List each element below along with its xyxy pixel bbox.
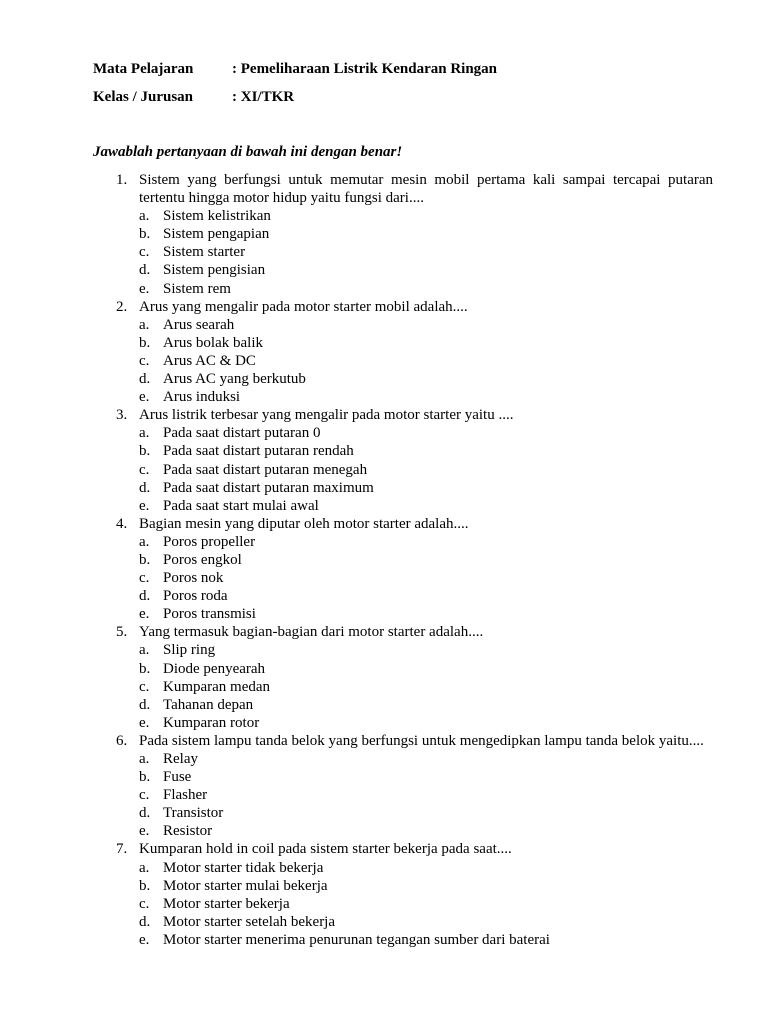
option-letter: b. (139, 769, 151, 786)
question-number: 4. (116, 515, 128, 532)
option-item (0, 461, 768, 479)
option-letter: c. (139, 895, 150, 912)
question-item (0, 298, 768, 407)
option-item (0, 551, 768, 569)
question-item (0, 171, 768, 298)
option-letter: a. (139, 208, 150, 225)
class-label: Kelas / Jurusan (93, 89, 194, 105)
option-text: Pada saat distart putaran menegah (163, 461, 368, 478)
option-item (0, 931, 768, 949)
class-row (93, 89, 294, 106)
option-text: Sistem pengisian (163, 262, 266, 279)
option-text: Relay (163, 751, 198, 767)
option-item (0, 533, 768, 551)
option-letter: d. (139, 588, 151, 605)
question-number: 5. (116, 624, 128, 641)
option-text: Fuse (163, 769, 192, 786)
option-letter: a. (139, 751, 150, 767)
option-text: Diode penyearah (163, 660, 266, 677)
option-item (0, 750, 768, 768)
option-text: Kumparan rotor (163, 714, 260, 731)
question-text: Yang termasuk bagian-bagian dari motor starter adalah.... (139, 624, 484, 641)
option-text: Sistem kelistrikan (163, 208, 271, 225)
option-list (0, 859, 768, 949)
option-letter: c. (139, 461, 150, 478)
option-text: Poros nok (163, 570, 224, 587)
option-item (0, 605, 768, 623)
option-text: Sistem starter (163, 244, 246, 261)
option-letter: c. (139, 570, 150, 587)
option-item (0, 822, 768, 840)
option-text: Flasher (163, 787, 208, 804)
option-text: Transistor (163, 805, 224, 822)
option-text: Pada saat start mulai awal (163, 497, 319, 514)
option-text: Pada saat distart putaran rendah (163, 443, 354, 460)
option-item (0, 388, 768, 406)
option-letter: b. (139, 443, 151, 460)
option-item (0, 370, 768, 388)
option-letter: d. (139, 913, 151, 930)
option-letter: d. (139, 696, 151, 713)
question-item (0, 840, 768, 949)
option-text: Arus bolak balik (163, 334, 263, 351)
question-text: Arus yang mengalir pada motor starter mobil adalah.... (139, 298, 468, 315)
option-text: Poros roda (163, 588, 228, 605)
subject-value: : Pemeliharaan Listrik Kendaran Ringan (232, 61, 498, 77)
option-item (0, 334, 768, 352)
option-letter: b. (139, 226, 151, 243)
option-item (0, 442, 768, 460)
option-letter: c. (139, 244, 150, 261)
option-item (0, 243, 768, 261)
question-text: Sistem yang berfungsi untuk memutar mesin mobil pertama kali sampai tercapai putaran tertentu hingga motor hidup yaitu fungsi dari.... (139, 172, 713, 207)
option-text: Pada saat distart putaran 0 (163, 425, 321, 442)
option-letter: e. (139, 389, 150, 406)
option-text: Pada saat distart putaran maximum (163, 479, 374, 496)
option-item (0, 587, 768, 605)
option-item (0, 913, 768, 931)
option-item (0, 207, 768, 225)
option-letter: d. (139, 262, 151, 279)
option-letter: e. (139, 606, 150, 623)
option-item (0, 641, 768, 659)
option-text: Slip ring (163, 642, 216, 659)
option-text: Arus induksi (163, 389, 241, 406)
option-item (0, 678, 768, 696)
option-letter: b. (139, 334, 151, 351)
option-item (0, 660, 768, 678)
option-letter: e. (139, 714, 150, 731)
question-list (0, 171, 768, 949)
option-letter: d. (139, 805, 151, 822)
subject-label: Mata Pelajaran (93, 61, 194, 77)
option-item (0, 316, 768, 334)
question-text: Arus listrik terbesar yang mengalir pada motor starter yaitu .... (139, 407, 514, 424)
instruction-text: Jawablah pertanyaan di bawah ini dengan benar! (93, 144, 403, 160)
question-number: 1. (116, 172, 128, 188)
option-item (0, 714, 768, 732)
option-letter: b. (139, 660, 151, 677)
option-item (0, 280, 768, 298)
option-text: Tahanan depan (163, 696, 254, 713)
question-number: 2. (116, 298, 128, 315)
option-item (0, 225, 768, 243)
option-item (0, 895, 768, 913)
option-list (0, 641, 768, 731)
option-letter: a. (139, 859, 150, 876)
option-item (0, 352, 768, 370)
option-list (0, 316, 768, 406)
option-text: Motor starter tidak bekerja (163, 859, 324, 876)
option-item (0, 877, 768, 895)
option-text: Poros propeller (163, 533, 256, 550)
option-text: Motor starter mulai bekerja (163, 877, 328, 894)
option-text: Poros transmisi (163, 606, 256, 623)
option-letter: e. (139, 931, 150, 948)
question-item (0, 623, 768, 732)
option-text: Motor starter bekerja (163, 895, 290, 912)
option-letter: a. (139, 316, 150, 333)
option-letter: e. (139, 280, 150, 297)
question-text: Pada sistem lampu tanda belok yang berfungsi untuk mengedipkan lampu tanda belok yaitu.... (139, 732, 704, 749)
option-item (0, 696, 768, 714)
class-value: : XI/TKR (232, 89, 295, 105)
option-text: Motor starter setelah bekerja (163, 913, 336, 930)
option-letter: c. (139, 678, 150, 695)
option-item (0, 497, 768, 515)
option-list (0, 533, 768, 623)
option-letter: a. (139, 533, 150, 550)
option-text: Resistor (163, 823, 213, 840)
option-item (0, 569, 768, 587)
option-text: Motor starter menerima penurunan tegangan sumber dari baterai (163, 931, 550, 948)
option-item (0, 261, 768, 279)
option-item (0, 424, 768, 442)
option-letter: c. (139, 352, 150, 369)
option-letter: d. (139, 371, 151, 388)
option-letter: b. (139, 551, 151, 568)
option-letter: c. (139, 787, 150, 804)
question-text: Bagian mesin yang diputar oleh motor starter adalah.... (139, 515, 469, 532)
option-text: Arus AC yang berkutub (163, 371, 306, 388)
option-text: Kumparan medan (163, 678, 271, 695)
option-item (0, 804, 768, 822)
option-text: Poros engkol (163, 551, 242, 568)
option-letter: e. (139, 823, 150, 840)
option-text: Arus searah (163, 316, 235, 333)
question-text: Kumparan hold in coil pada sistem starter bekerja pada saat.... (139, 841, 512, 858)
option-letter: b. (139, 877, 151, 894)
question-number: 6. (116, 732, 128, 749)
option-item (0, 786, 768, 804)
option-letter: a. (139, 425, 150, 442)
option-list (0, 750, 768, 840)
option-letter: d. (139, 479, 151, 496)
question-item (0, 406, 768, 515)
option-item (0, 768, 768, 786)
question-number: 7. (116, 841, 128, 858)
option-item (0, 479, 768, 497)
question-number: 3. (116, 407, 128, 424)
option-text: Sistem pengapian (163, 226, 270, 243)
option-letter: e. (139, 497, 150, 514)
option-list (0, 207, 768, 297)
option-text: Sistem rem (163, 280, 231, 297)
option-text: Arus AC & DC (163, 352, 256, 369)
option-item (0, 859, 768, 877)
option-letter: a. (139, 642, 150, 659)
question-item (0, 515, 768, 624)
option-list (0, 424, 768, 514)
question-item (0, 732, 768, 841)
subject-row (93, 61, 497, 78)
